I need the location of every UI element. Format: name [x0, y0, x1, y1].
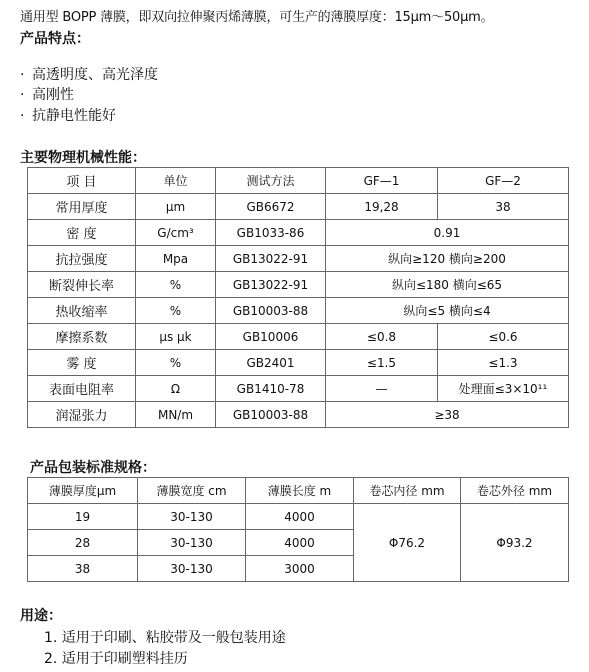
property-name: 摩擦系数 — [28, 324, 136, 350]
property-name: 常用厚度 — [28, 194, 136, 220]
properties-table — [27, 167, 569, 428]
method-cell: GB2401 — [216, 350, 326, 376]
unit-cell: MN/m — [136, 402, 216, 428]
header-cell: GF—2 — [438, 168, 569, 194]
gf2-cell: ≤1.3 — [438, 350, 569, 376]
header-cell: GF—1 — [326, 168, 438, 194]
table-header-row — [28, 168, 569, 194]
table-row — [28, 298, 569, 324]
thickness-cell: 38 — [28, 556, 138, 582]
property-name: 抗拉强度 — [28, 246, 136, 272]
bullet-icon: · — [20, 67, 25, 83]
bullet-icon: · — [20, 87, 25, 103]
table-header-row — [28, 478, 569, 504]
header-cell: 项 目 — [28, 168, 136, 194]
value-cell: 纵向≤180 横向≤65 — [326, 272, 569, 298]
table-row — [28, 194, 569, 220]
thickness-cell: 19 — [28, 504, 138, 530]
intro-text: 通用型 BOPP 薄膜，即双向拉伸聚丙烯薄膜，可生产的薄膜厚度：15μm～50μm。 — [20, 10, 494, 25]
usage-heading: 用途： — [20, 608, 62, 624]
value-cell: 纵向≤5 横向≤4 — [326, 298, 569, 324]
property-name: 表面电阻率 — [28, 376, 136, 402]
usage-item: 1. 适用于印刷、粘胶带及一般包装用途 — [44, 630, 286, 646]
feature-item: · 抗静电性能好 — [20, 108, 116, 124]
gf1-cell: — — [326, 376, 438, 402]
width-cell: 30-130 — [138, 530, 246, 556]
header-cell: 测试方法 — [216, 168, 326, 194]
method-cell: GB10003-88 — [216, 298, 326, 324]
unit-cell: % — [136, 350, 216, 376]
thickness-cell: 28 — [28, 530, 138, 556]
property-name: 热收缩率 — [28, 298, 136, 324]
feature-item: · 高透明度、高光泽度 — [20, 67, 158, 83]
method-cell: GB6672 — [216, 194, 326, 220]
usage-item: 2. 适用于印刷塑料挂历 — [44, 651, 188, 667]
table-row — [28, 272, 569, 298]
unit-cell: Mpa — [136, 246, 216, 272]
method-cell: GB10006 — [216, 324, 326, 350]
unit-cell: % — [136, 298, 216, 324]
features-heading: 产品特点： — [20, 31, 90, 47]
table-row — [28, 220, 569, 246]
length-cell: 4000 — [246, 530, 354, 556]
unit-cell: G/cm³ — [136, 220, 216, 246]
value-cell: 0.91 — [326, 220, 569, 246]
gf1-cell: 19,28 — [326, 194, 438, 220]
header-cell: 卷芯外径 mm — [461, 478, 569, 504]
unit-cell: Ω — [136, 376, 216, 402]
gf2-cell: 38 — [438, 194, 569, 220]
width-cell: 30-130 — [138, 556, 246, 582]
method-cell: GB13022-91 — [216, 246, 326, 272]
gf1-cell: ≤0.8 — [326, 324, 438, 350]
length-cell: 4000 — [246, 504, 354, 530]
length-cell: 3000 — [246, 556, 354, 582]
value-cell: ≥38 — [326, 402, 569, 428]
gf2-cell: 处理面≤3×10¹¹ — [438, 376, 569, 402]
table-row — [28, 504, 569, 530]
gf2-cell: ≤0.6 — [438, 324, 569, 350]
outer-diameter-cell: Φ93.2 — [461, 504, 569, 582]
header-cell: 薄膜厚度μm — [28, 478, 138, 504]
header-cell: 薄膜长度 m — [246, 478, 354, 504]
table-row — [28, 246, 569, 272]
value-cell: 纵向≥120 横向≥200 — [326, 246, 569, 272]
feature-item: · 高刚性 — [20, 87, 74, 103]
method-cell: GB1033-86 — [216, 220, 326, 246]
bullet-icon: · — [20, 108, 25, 124]
table-row — [28, 402, 569, 428]
table-row — [28, 324, 569, 350]
width-cell: 30-130 — [138, 504, 246, 530]
method-cell: GB13022-91 — [216, 272, 326, 298]
table-row — [28, 376, 569, 402]
table-row — [28, 350, 569, 376]
property-name: 密 度 — [28, 220, 136, 246]
unit-cell: μs μk — [136, 324, 216, 350]
props-heading: 主要物理机械性能： — [20, 150, 146, 166]
packaging-table — [27, 477, 569, 582]
header-cell: 薄膜宽度 cm — [138, 478, 246, 504]
inner-diameter-cell: Φ76.2 — [354, 504, 461, 582]
header-cell: 卷芯内径 mm — [354, 478, 461, 504]
method-cell: GB1410-78 — [216, 376, 326, 402]
method-cell: GB10003-88 — [216, 402, 326, 428]
unit-cell: % — [136, 272, 216, 298]
gf1-cell: ≤1.5 — [326, 350, 438, 376]
property-name: 润湿张力 — [28, 402, 136, 428]
header-cell: 单位 — [136, 168, 216, 194]
property-name: 断裂伸长率 — [28, 272, 136, 298]
unit-cell: μm — [136, 194, 216, 220]
property-name: 雾 度 — [28, 350, 136, 376]
pack-heading: 产品包装标准规格： — [30, 460, 156, 476]
